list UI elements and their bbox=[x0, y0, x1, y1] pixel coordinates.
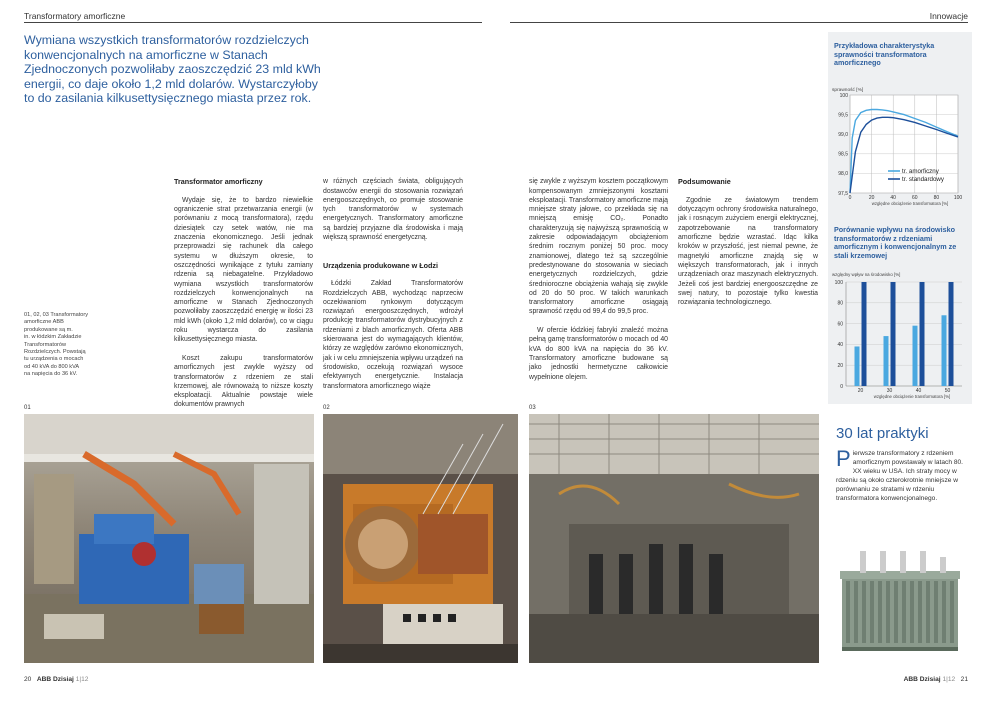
text-column-2 bbox=[323, 168, 463, 400]
bar bbox=[884, 336, 889, 386]
y-tick-label: 0 bbox=[840, 383, 843, 390]
y-tick-label: 97,5 bbox=[838, 190, 848, 197]
issue-right: 1|12 bbox=[942, 676, 956, 683]
footer-right bbox=[904, 676, 968, 683]
header-rule-right bbox=[510, 22, 968, 23]
text-column-4 bbox=[678, 168, 818, 317]
x-tick-label: 0 bbox=[848, 195, 852, 201]
lead-headline: Wymiana wszystkich transformatorów rozdzielczych konwencjonalnych na amorficzne w Stanach Zjednoczonych pozwoliłaby zaoszczędzić 23 mld kWh energii, co daje około 1,2 mld dolarów. Wystarczyłoby to do zasilania kilkusettysięcznego miasta przez rok. bbox=[24, 33, 321, 106]
bar bbox=[913, 326, 918, 386]
footer-left bbox=[24, 676, 88, 683]
y-tick-label: 60 bbox=[837, 321, 843, 328]
x-tick-label: 60 bbox=[912, 195, 918, 201]
chart-1-title: Przykładowa charakterystyka sprawności transformatora amorficznego bbox=[834, 41, 935, 68]
issue-left: 1|12 bbox=[75, 676, 89, 683]
box-title: 30 lat praktyki bbox=[836, 425, 929, 442]
y-tick-label: 80 bbox=[837, 300, 843, 307]
bar bbox=[891, 282, 896, 386]
brand-left: ABB Dzisiaj bbox=[36, 676, 74, 683]
paragraph: Zgodnie ze światowym trendem dotyczącym ochrony środowiska naturalnego, jak i rosnącym zużyciem energii elektrycznej, zapotrzebowanie na transformatory amorficzne będzie wzrastać. Idąc kilka kroków w przyszłość, jest niemal pewne, że magnetyki amorficzne znajdą się w większych transformatorach, jak i innych urządzeniach oraz maszynach elektrycznych. Jeżeli coś jest bardziej energooszczędne ze swej natury, to pozostaje tylko kwestia rozwiązania technologicznego. bbox=[678, 196, 818, 307]
x-tick-label: 30 bbox=[886, 388, 893, 394]
running-header-left: Transformatory amorficzne bbox=[24, 11, 126, 21]
text-column-1 bbox=[174, 168, 313, 419]
efficiency-line-chart bbox=[828, 87, 972, 217]
factory-floor-photo bbox=[24, 414, 314, 663]
paragraph: w różnych częściach świata, obligujących dostawców energii do stosowania rozwiązań energooszczędnych, co promuje stosowanie tych transformatorów w systemach energetycznych. Transformatory amorficzne są bardziej przyjazne dla środowiska i mają większą sprawność energetyczną. bbox=[323, 178, 463, 242]
y-tick-label: 98,0 bbox=[838, 171, 848, 178]
y-tick-label: 98,5 bbox=[838, 151, 848, 158]
legend-label-1: tr. amorficzny bbox=[902, 168, 939, 176]
running-header-right: Innowacje bbox=[929, 11, 968, 21]
photo-caption: 01, 02, 03 Transformatory amorficzne ABB produkowane są m. in. w łódzkim Zakładzie Transformatorów Rozdzielczych. Powstają tu urządzenia o mocach od 40 kVA do 800 kVA na napięcia do 36 kV. bbox=[24, 312, 89, 378]
y-tick-label: 99,0 bbox=[838, 132, 848, 138]
charts-sidebar bbox=[828, 32, 972, 404]
transformer-product-image bbox=[836, 543, 964, 655]
bar bbox=[862, 282, 867, 386]
paragraph: Wydaje się, że to bardzo niewielkie ograniczenie strat przetwarzania energii (w porównaniu z mocą transformatora), rzędu dziesiątek czy setek watów, nie ma znaczenia ekonomicznego. Jeśli jednak przeprowadzi się rachunek dla całego systemu w dłuższym okresie, to oszczędności wynikające z tytułu zamiany rdzenia są niebagatelne. Przykładowo wymiana wszystkich transformatorów rozdzielczych konwencjonalnych na amorficzne w Stanach Zjednoczonych pozwoliłaby zaoszczędzić energię w ilości 23 mld kWh (około 1,2 mld dolarów), co w ciągu roku wystarcza do zasilania kilkusettysięcznego miasta. bbox=[174, 196, 313, 344]
photo-number-03: 03 bbox=[529, 405, 536, 411]
x-tick-label: 20 bbox=[857, 388, 864, 394]
y-axis-label: względny wpływ na środowisko [%] bbox=[832, 272, 901, 277]
box-body: ierwsze transformatory z rdzeniem amorficznym powstawały w latach 80. XX wieku w USA. Ich straty mocy w rdzeniu są około czterokrotnie mniejsze w porównaniu ze stratami w rdzeniu transformatora konwencjonalnego. bbox=[836, 450, 963, 502]
section-heading: Urządzenia produkowane w Łodzi bbox=[323, 260, 439, 270]
photo-number-02: 02 bbox=[323, 405, 330, 411]
page-number-left: 20 bbox=[24, 676, 32, 683]
x-tick-label: 40 bbox=[915, 388, 922, 394]
paragraph: W ofercie łódzkiej fabryki znaleźć można pełną gamę transformatorów o mocach od 40 kVA do 800 kVA na napięcia do 36 kV. Transformatory amorficzne budowane są jako jednostki hermetyczne całkowicie wypełnione olejem. bbox=[529, 327, 668, 381]
header-rule-left bbox=[24, 22, 482, 23]
box-text bbox=[836, 446, 964, 503]
x-axis-label: względne obciążenie transformatora [%] bbox=[871, 201, 949, 206]
paragraph: Koszt zakupu transformatorów amorficznych jest zwykle wyższy od transformatorów z rdzeniem ze stali krzemowej, ale równoważą to niższe koszty eksploatacji. Aktualnie powstaje wiele dokumentów prawnych bbox=[174, 354, 313, 409]
bar bbox=[942, 315, 947, 386]
y-tick-label: 100 bbox=[839, 92, 848, 99]
x-tick-label: 50 bbox=[944, 388, 951, 394]
section-heading: Transformator amorficzny bbox=[174, 177, 263, 187]
coil-winding-photo bbox=[323, 414, 518, 663]
bar bbox=[855, 346, 860, 386]
bar bbox=[949, 282, 954, 386]
y-tick-label: 20 bbox=[837, 363, 843, 369]
x-tick-label: 20 bbox=[868, 195, 875, 201]
x-tick-label: 100 bbox=[953, 195, 963, 201]
x-tick-label: 40 bbox=[890, 195, 896, 201]
y-tick-label: 40 bbox=[837, 342, 843, 349]
legend-label-2: tr. standardowy bbox=[902, 176, 944, 184]
y-tick-label: 100 bbox=[834, 279, 843, 286]
chart-2-title: Porównanie wpływu na środowisko transformatorów z rdzeniami amorficznym i konwencjonalnym ze stali krzemowej bbox=[834, 225, 957, 260]
section-heading: Podsumowanie bbox=[678, 177, 731, 187]
drop-cap: P bbox=[836, 446, 851, 471]
y-axis-label: sprawność [%] bbox=[832, 88, 864, 93]
info-box bbox=[828, 413, 972, 663]
y-tick-label: 99,5 bbox=[838, 112, 848, 119]
text-column-3 bbox=[529, 168, 668, 391]
x-tick-label: 80 bbox=[933, 195, 940, 201]
bar bbox=[920, 282, 925, 386]
x-axis-label: względne obciążenie transformatora [%] bbox=[873, 394, 951, 399]
transformer-assembly-photo bbox=[529, 414, 819, 663]
paragraph: się zwykle z wyższym kosztem początkowym kompensowanym zmniejszonymi kosztami eksploatacji. Transformatory amorficzne mają mniejsze straty jałowe, co przekłada się na mniejszą emisję CO₂. Ponadto charakteryzują się najwyższą sprawnością w zakresie odpowiadającym obciążeniom średnim rocznym poniżej 50 proc. mocy znamionowej, dlatego też są szczególnie predestynowane do stosowania w sieciach energetycznych rozdzielczych, gdzie średnioroczne obciążenia wahają się zwykle od 20 do 50 proc. W takich warunkach transformatory amorficzne osiągają sprawność rzędu od 99,4 do 99,5 proc. bbox=[529, 178, 668, 316]
photo-number-01: 01 bbox=[24, 405, 31, 411]
brand-right: ABB Dzisiaj bbox=[903, 676, 941, 683]
paragraph: Łódzki Zakład Transformatorów Rozdzielczych ABB, wychodząc naprzeciw oczekiwaniom rynkowym dotyczącym rozwiązań energooszczędnych, wdrożył produkcję transformatorów dystrybucyjnych z rdzeniami z blach amorficznych. Oferta ABB skierowana jest do wymagających klientów, którzy ze względów zarówno ekonomicznych, jak i w celu zmniejszenia wpływu urządzeń na środowisko, oczekują rozwiązań wysoce efektywnych energetycznie. Instalacja transformatora amorficznego wiąże bbox=[323, 280, 463, 390]
page-number-right: 21 bbox=[960, 676, 968, 683]
environment-bar-chart bbox=[828, 270, 972, 400]
